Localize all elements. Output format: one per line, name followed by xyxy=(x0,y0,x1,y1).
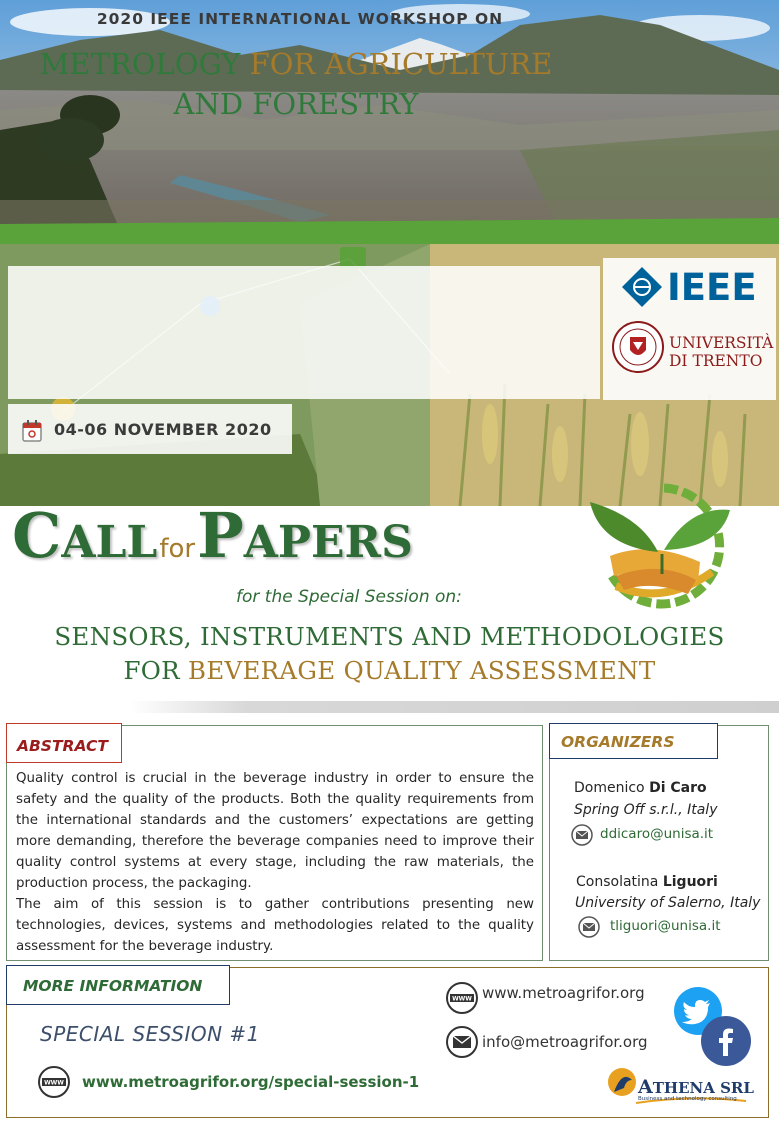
session-title-gold: BEVERAGE QUALITY ASSESSMENT xyxy=(188,656,656,685)
abstract-paragraph-1: Quality control is crucial in the beverage industry in order to ensure the safety and the quality of the products. Both the quality requirements from the international standards and the customers’ expectations are getting more demanding, therefore the beverage companies need to improve their quality control systems at every stage, including the raw materials, the production process, the packaging. xyxy=(16,771,534,891)
agriculture-leaf-logo xyxy=(580,476,748,616)
mail-icon xyxy=(446,1026,478,1058)
workshop-title-panel xyxy=(8,266,600,399)
organizer-1-first: Domenico xyxy=(574,780,650,796)
organizer-2-name xyxy=(576,874,718,890)
special-session-link[interactable]: www.metroagrifor.org/special-session-1 xyxy=(82,1073,420,1091)
cfp-papers-rest: APERS xyxy=(243,517,413,568)
svg-text:WWW: WWW xyxy=(44,1079,64,1087)
info-email-link[interactable]: info@metroagrifor.org xyxy=(482,1033,648,1051)
mail-icon xyxy=(571,824,593,846)
calendar-icon xyxy=(22,420,42,442)
unitn-line1: UNIVERSITÀ xyxy=(669,334,774,352)
svg-text:WWW: WWW xyxy=(452,995,472,1003)
ieee-wordmark: IEEE xyxy=(667,266,757,309)
mail-icon xyxy=(578,916,600,938)
call-for-papers-heading xyxy=(12,499,413,572)
abstract-body xyxy=(16,768,534,957)
globe-www-icon xyxy=(38,1066,70,1098)
session-title-line1: SENSORS, INSTRUMENTS AND METHODOLOGIES xyxy=(54,622,725,651)
athena-rest: THENA SRL xyxy=(652,1079,754,1097)
facebook-icon[interactable] xyxy=(701,1016,751,1066)
unitn-seal-icon xyxy=(611,320,665,374)
athena-initial: A xyxy=(638,1076,653,1098)
session-title-for: FOR xyxy=(123,656,189,685)
cfp-subtitle: for the Special Session on: xyxy=(236,587,462,607)
workshop-title-green: METROLOGY xyxy=(39,47,250,81)
workshop-kicker: 2020 IEEE INTERNATIONAL WORKSHOP ON xyxy=(96,10,504,28)
organizers-label: ORGANIZERS xyxy=(561,733,675,751)
organizer-1-last: Di Caro xyxy=(649,780,707,796)
organizer-1-name xyxy=(574,780,707,796)
session-title xyxy=(0,620,779,688)
globe-www-icon xyxy=(446,982,478,1014)
organizer-2-last: Liguori xyxy=(662,874,718,890)
unitn-wordmark xyxy=(669,334,777,370)
website-link[interactable]: www.metroagrifor.org xyxy=(482,984,645,1002)
abstract-paragraph-2: The aim of this session is to gather contributions presenting new technologies, devices, systems and methodologies related to the quality assessment for the beverage industry. xyxy=(16,897,534,954)
cfp-for: for xyxy=(159,534,196,564)
organizer-1-affiliation: Spring Off s.r.l., Italy xyxy=(574,802,718,818)
abstract-label: ABSTRACT xyxy=(17,737,108,755)
athena-tagline: Business and technology consulting xyxy=(638,1096,737,1102)
organizer-2-affiliation: University of Salerno, Italy xyxy=(575,895,761,911)
athena-helmet-logo xyxy=(606,1066,638,1102)
unitn-line2: DI TRENTO xyxy=(669,352,763,370)
workshop-title xyxy=(0,44,592,124)
special-session-number: SPECIAL SESSION #1 xyxy=(40,1022,260,1046)
more-info-label: MORE INFORMATION xyxy=(23,977,203,995)
event-date: 04-06 NOVEMBER 2020 xyxy=(54,420,272,439)
organizer-1-email[interactable]: ddicaro@unisa.it xyxy=(600,826,714,842)
workshop-title-line2: AND FORESTRY xyxy=(173,87,419,121)
cfp-call-initial: C xyxy=(12,499,62,572)
organizer-2-email[interactable]: tliguori@unisa.it xyxy=(610,918,721,934)
organizer-2-first: Consolatina xyxy=(576,874,663,890)
section-divider xyxy=(130,701,779,713)
cfp-call-rest: ALL xyxy=(61,517,158,568)
cfp-papers-initial: P xyxy=(197,499,244,572)
workshop-title-gold: FOR AGRICULTURE xyxy=(249,47,553,81)
